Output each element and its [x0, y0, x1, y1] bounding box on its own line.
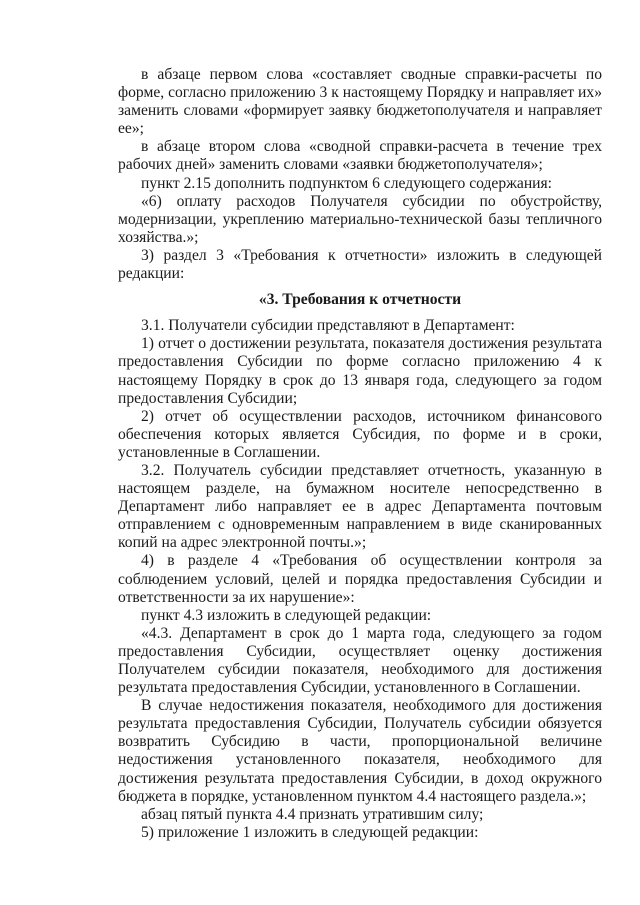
paragraph: 5) приложение 1 изложить в следующей редакции:: [141, 823, 479, 841]
paragraph: пункт 2.15 дополнить подпунктом 6 следующего содержания:: [141, 174, 553, 192]
paragraph: 2) отчет об осуществлении расходов, источником финансового обеспечения которых является Субсидия, по форме и в сроки, установленные в Соглашении.: [118, 407, 602, 461]
paragraph: 3.1. Получатели субсидии представляют в Департамент:: [141, 317, 515, 335]
paragraph: 3.2. Получатель субсидии представляет отчетность, указанную в настоящем разделе, на бумажном носителе непосредственно в Департамент либо направляет ее в адрес Департамента почтовым отправлением с одновременным направлением в виде сканированных копий на адрес электронной почты.»;: [118, 461, 602, 552]
document-body: [118, 66, 602, 842]
paragraph: «4.3. Департамент в срок до 1 марта года, следующего за годом предоставления Субсидии, осуществляет оценку достижения Получателем субсидии показателя, необходимого для достижения результата предоставления Субсидии, установленного в Соглашении.: [118, 624, 602, 697]
paragraph: в абзаце первом слова «составляет сводные справки-расчеты по форме, согласно приложению 3 к настоящему Порядку и направляет их» заменить словами «формирует заявку бюджетополучателя и направляет ее»;: [118, 66, 602, 138]
paragraph: «6) оплату расходов Получателя субсидии по обустройству, модернизации, укреплению материально-технической базы тепличного хозяйства.»;: [118, 192, 602, 246]
paragraph: В случае недостижения показателя, необходимого для достижения результата предоставления Субсидии, Получатель субсидии обязуется возвратить Субсидию в части, пропорциональной величине недостижения установленного показателя, необходимого для достижения результата предоставления Субсидии, в доход окружного бюджета в порядке, установленном пунктом 4.4 настоящего раздела.»;: [118, 697, 602, 805]
paragraph: пункт 4.3 изложить в следующей редакции:: [141, 606, 432, 624]
paragraph: 3) раздел 3 «Требования к отчетности» изложить в следующей редакции:: [118, 246, 602, 283]
paragraph: абзац пятый пункта 4.4 признать утратившим силу;: [141, 805, 484, 823]
paragraph: в абзаце втором слова «сводной справки-расчета в течение трех рабочих дней» заменить словами «заявки бюджетополучателя»;: [118, 138, 602, 174]
paragraph: 4) в разделе 4 «Требования об осуществлении контроля за соблюдением условий, целей и порядка предоставления Субсидии и ответственности за их нарушение»:: [118, 552, 602, 606]
paragraph: 1) отчет о достижении результата, показателя достижения результата предоставления Субсидии по форме согласно приложению 4 к настоящему Порядку в срок до 13 января года, следующего за годом предоставления Субсидии;: [118, 335, 602, 407]
section-heading: «3. Требования к отчетности: [258, 291, 462, 309]
